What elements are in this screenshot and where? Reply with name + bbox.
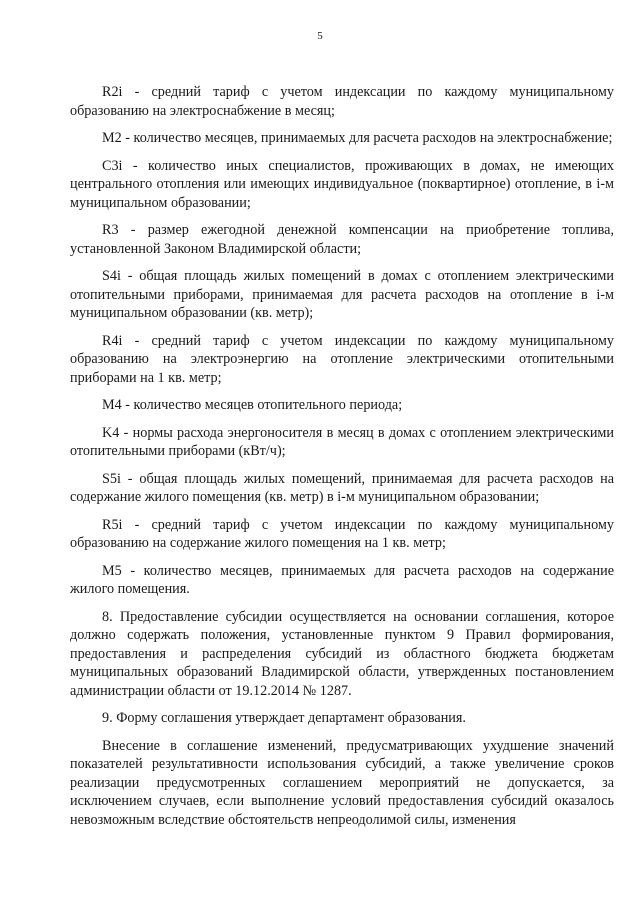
page-number: 5: [317, 30, 323, 42]
paragraph-clause-8: 8. Предоставление субсидии осуществляется на основании соглашения, которое должно содержать положения, установленные пунктом 9 Правил формирования, предоставления и распределения субсидий из областного бюджета бюджетам муниципальных образований Владимирской области, утвержденных постановлением администрации области от 19.12.2014 № 1287.: [70, 608, 614, 699]
paragraph-s4i: S4i - общая площадь жилых помещений в домах с отоплением электрическими отопительными приборами, принимаемая для расчета расходов на отопление в i-м муниципальном образовании (кв. метр);: [70, 268, 614, 321]
paragraph-s5i: S5i - общая площадь жилых помещений, принимаемая для расчета расходов на содержание жилого помещения (кв. метр) в i-м муниципальном образовании;: [70, 470, 614, 505]
paragraph-m2: M2 - количество месяцев, принимаемых для расчета расходов на электроснабжение;: [102, 130, 613, 146]
paragraph-r4i: R4i - средний тариф с учетом индексации по каждому муниципальному образованию на электроэнергию на отопление электрическими отопительными приборами на 1 кв. метр;: [70, 332, 614, 386]
paragraph-c3i: C3i - количество иных специалистов, проживающих в домах, не имеющих центрального отопления или имеющих индивидуальное (поквартирное) отопление, в i-м муниципальном образовании;: [70, 157, 614, 211]
paragraph-r3: R3 - размер ежегодной денежной компенсации на приобретение топлива, установленной Законом Владимирской области;: [70, 222, 614, 257]
paragraph-amendments: Внесение в соглашение изменений, предусматривающих ухудшение значений показателей результативности использования субсидий, а также увеличение сроков реализации предусмотренных соглашением мероприятий не допускается, за исключением случаев, если выполнение условий предоставления субсидий оказалось невозможным вследствие обстоятельств непреодолимой силы, изменения: [70, 737, 614, 828]
paragraph-r5i: R5i - средний тариф с учетом индексации по каждому муниципальному образованию на содержание жилого помещения на 1 кв. метр;: [70, 516, 614, 551]
paragraph-clause-9: 9. Форму соглашения утверждает департамент образования.: [102, 710, 466, 726]
document-body: [70, 83, 614, 838]
paragraph-m5: M5 - количество месяцев, принимаемых для расчета расходов на содержание жилого помещения.: [70, 562, 614, 597]
paragraph-k4: K4 - нормы расхода энергоносителя в месяц в домах с отоплением электрическими отопительными приборами (кВт/ч);: [70, 424, 614, 459]
paragraph-r2i: R2i - средний тариф с учетом индексации по каждому муниципальному образованию на электроснабжение в месяц;: [70, 84, 614, 119]
paragraph-m4: M4 - количество месяцев отопительного периода;: [102, 397, 403, 413]
